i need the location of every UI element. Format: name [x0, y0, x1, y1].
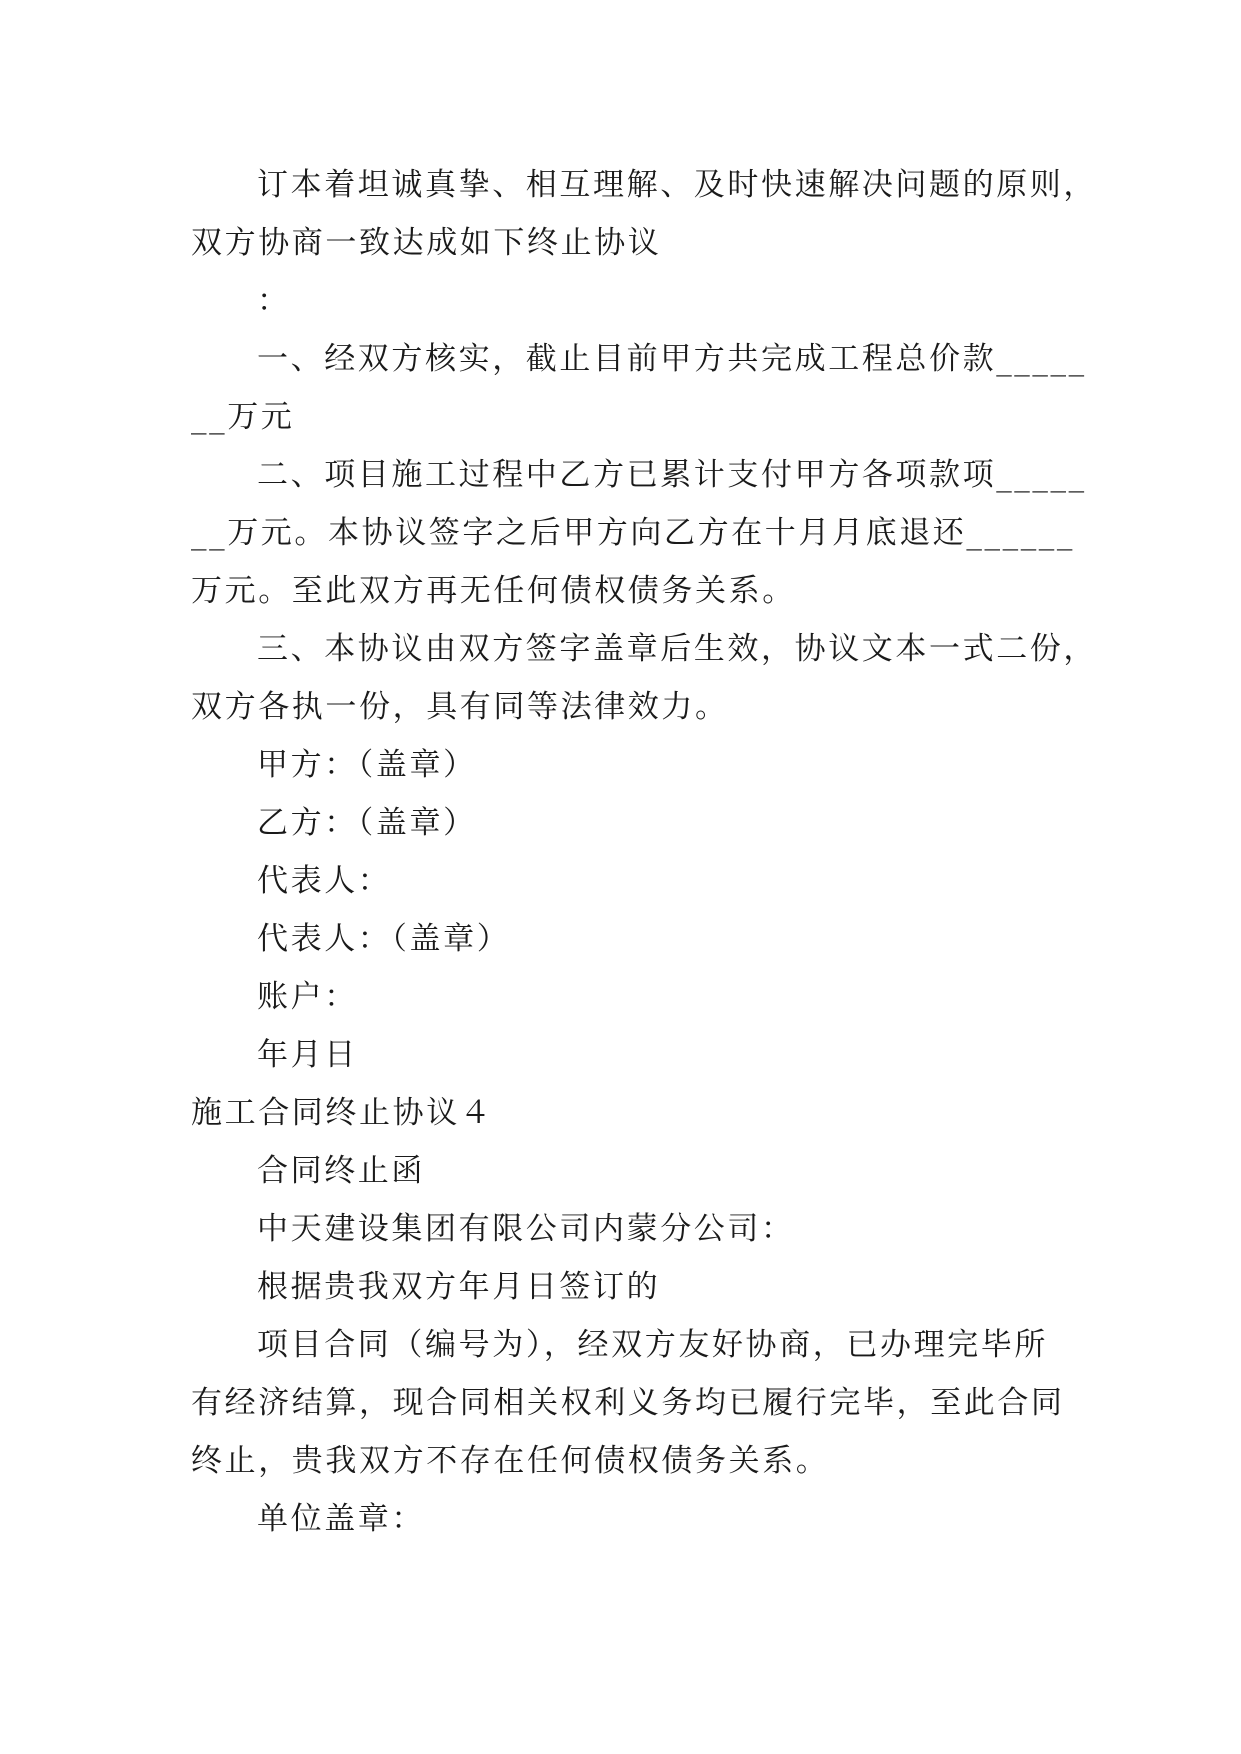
- paragraph-line: 订本着坦诚真挚、相互理解、及时快速解决问题的原则，: [257, 167, 1097, 203]
- paragraph-line: 三、本协议由双方签字盖章后生效，协议文本一式二份，: [257, 631, 1097, 667]
- letter-recipient: 中天建设集团有限公司内蒙分公司：: [257, 1211, 795, 1247]
- account-line: 账户：: [257, 979, 358, 1015]
- section-heading: 施工合同终止协议４: [191, 1095, 494, 1131]
- date-line: 年月日: [257, 1037, 358, 1073]
- paragraph-line: 双方各执一份，具有同等法律效力。: [191, 689, 729, 725]
- representative-seal-line: 代表人：（盖章）: [257, 921, 511, 957]
- paragraph-line: 项目合同（编号为），经双方友好协商，已办理完毕所: [257, 1327, 1048, 1363]
- seal-line: 单位盖章：: [257, 1501, 425, 1537]
- paragraph-line: 终止，贵我双方不存在任何债权债务关系。: [191, 1443, 830, 1479]
- signature-line-party-a: 甲方：（盖章）: [257, 747, 477, 783]
- paragraph-line: 双方协商一致达成如下终止协议: [191, 225, 662, 261]
- representative-line: 代表人：: [257, 863, 392, 899]
- paragraph-line: 万元。至此双方再无任何债权债务关系。: [191, 573, 796, 609]
- paragraph-line: 一、经双方核实，截止目前甲方共完成工程总价款_____: [257, 341, 1087, 377]
- signature-line-party-b: 乙方：（盖章）: [257, 805, 477, 841]
- paragraph-line: 二、项目施工过程中乙方已累计支付甲方各项款项_____: [257, 457, 1087, 493]
- paragraph-line: __万元。本协议签字之后甲方向乙方在十月月底退还______: [191, 515, 1075, 551]
- paragraph-line: 有经济结算，现合同相关权利义务均已履行完毕，至此合同: [191, 1385, 1065, 1421]
- paragraph-line: 根据贵我双方年月日签订的: [257, 1269, 661, 1305]
- letter-title: 合同终止函: [257, 1153, 425, 1189]
- paragraph-line: ：: [257, 283, 291, 319]
- paragraph-line: __万元: [191, 399, 295, 435]
